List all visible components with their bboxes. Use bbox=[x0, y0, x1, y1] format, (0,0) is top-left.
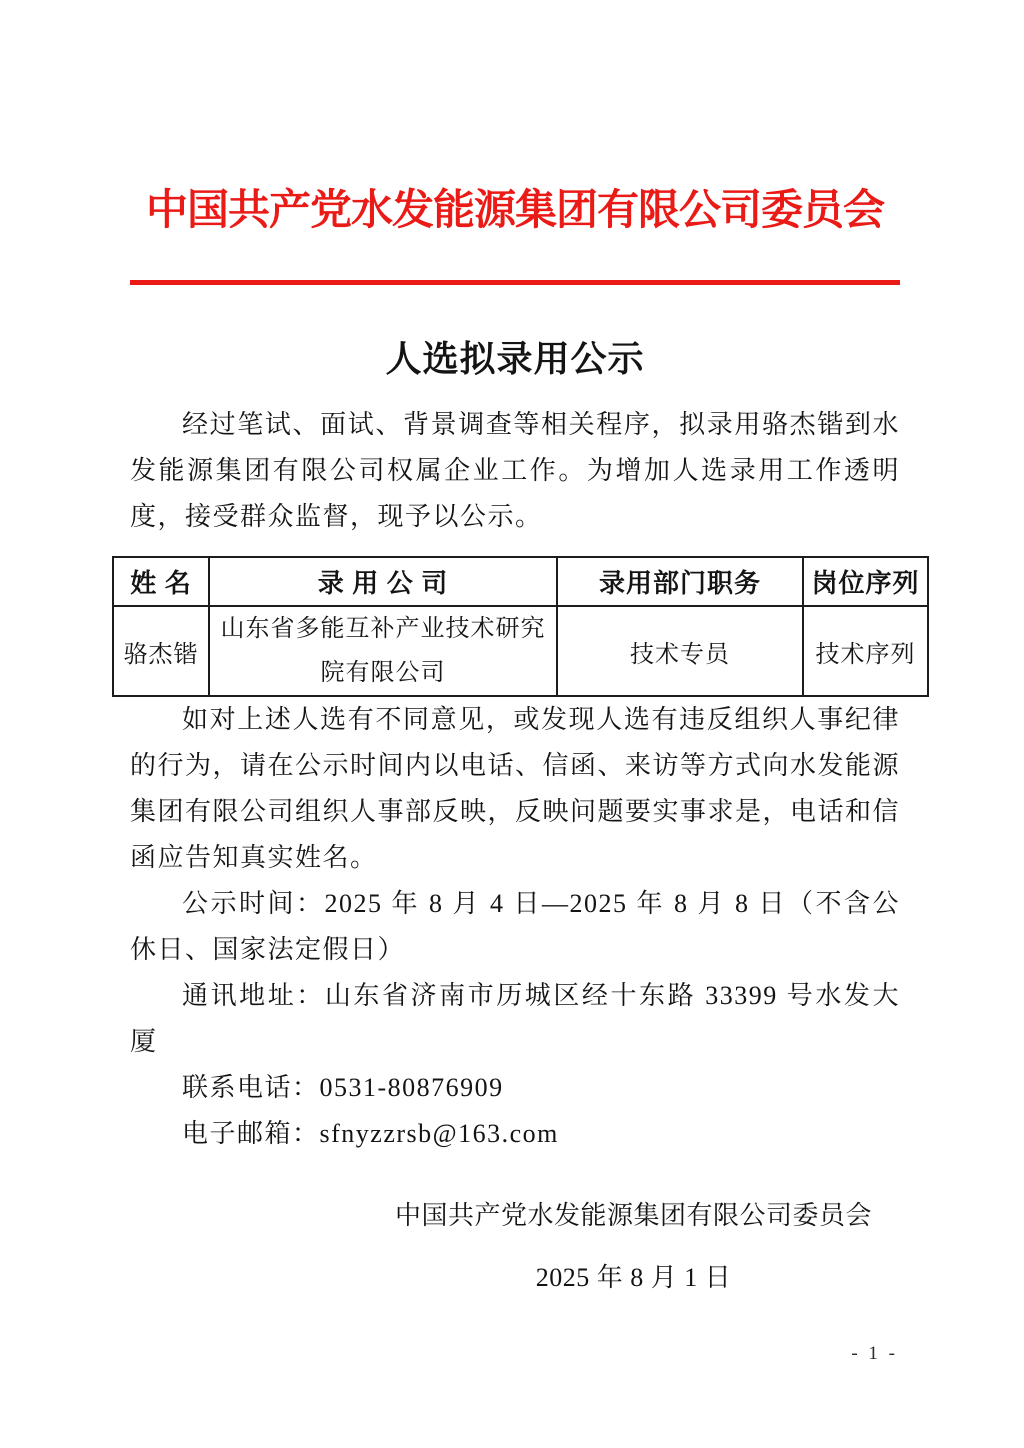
column-header-company: 录 用 公 司 bbox=[209, 557, 557, 606]
contact-phone-line: 联系电话：0531-80876909 bbox=[182, 1073, 504, 1103]
candidate-table bbox=[112, 556, 929, 697]
contact-address-line: 通讯地址：山东省济南市历城区经十东路 33399 号水发大厦 bbox=[130, 981, 900, 1057]
column-header-sequence: 岗位序列 bbox=[803, 557, 928, 606]
contact-email-line: 电子邮箱：sfnyzzrsb@163.com bbox=[182, 1119, 559, 1149]
objection-paragraph: 如对上述人选有不同意见，或发现人选有违反组织人事纪律的行为，请在公示时间内以电话、信函、来访等方式向水发能源集团有限公司组织人事部反映，反映问题要实事求是，电话和信函应告知真实姓名。 bbox=[130, 705, 901, 873]
document-title: 人选拟录用公示 bbox=[385, 339, 645, 380]
cell-candidate-name: 骆杰锴 bbox=[113, 606, 209, 696]
org-title: 中国共产党水发能源集团有限公司委员会 bbox=[145, 188, 884, 234]
header-divider-rule bbox=[130, 280, 900, 285]
signature-block bbox=[130, 1193, 900, 1301]
table-header-row bbox=[113, 557, 928, 606]
intro-paragraph: 经过笔试、面试、背景调查等相关程序，拟录用骆杰锴到水发能源集团有限公司权属企业工作。为增加人选录用工作透明度，接受群众监督，现予以公示。 bbox=[130, 410, 900, 532]
cell-position: 技术专员 bbox=[557, 606, 803, 696]
table-row bbox=[113, 606, 928, 696]
publicity-period-paragraph: 公示时间：2025 年 8 月 4 日—2025 年 8 月 8 日（不含公休日、国家法定假日） bbox=[130, 889, 900, 965]
cell-hiring-company: 山东省多能互补产业技术研究院有限公司 bbox=[209, 606, 557, 696]
page-number: - 1 - bbox=[851, 1343, 898, 1364]
column-header-name: 姓 名 bbox=[113, 557, 209, 606]
cell-sequence: 技术序列 bbox=[803, 606, 928, 696]
column-header-position: 录用部门职务 bbox=[557, 557, 803, 606]
signature-date: 2025 年 8 月 1 日 bbox=[535, 1263, 732, 1293]
signature-org: 中国共产党水发能源集团有限公司委员会 bbox=[394, 1201, 872, 1231]
